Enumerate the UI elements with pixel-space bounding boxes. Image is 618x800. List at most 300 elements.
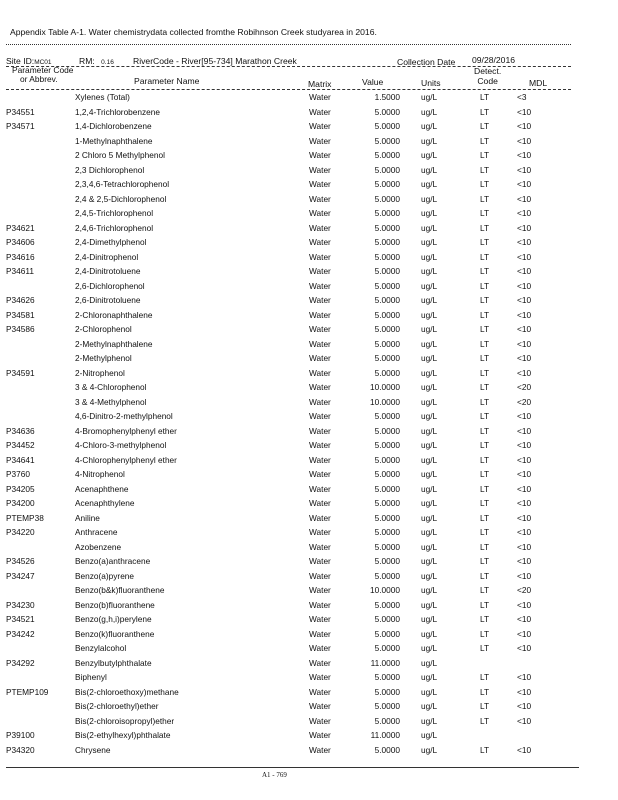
param-name-cell: 2,3 Dichlorophenol bbox=[75, 164, 145, 175]
param-code-cell: P34611 bbox=[6, 266, 34, 276]
value-cell: 5.0000 bbox=[374, 599, 400, 610]
table-row bbox=[0, 513, 618, 528]
detect-code-cell: LT bbox=[480, 92, 490, 102]
value-cell: 5.0000 bbox=[374, 512, 400, 523]
mdl-cell: <10 bbox=[517, 367, 532, 378]
value-cell: 5.0000 bbox=[374, 367, 400, 378]
detect-code-cell: LT bbox=[480, 469, 490, 479]
matrix-cell: Water bbox=[309, 121, 331, 131]
table-row bbox=[0, 484, 618, 499]
value-cell: 5.0000 bbox=[374, 541, 400, 552]
units-header: Units bbox=[421, 78, 441, 88]
value-header: Value bbox=[362, 77, 384, 87]
detect-code-cell: LT bbox=[480, 512, 490, 523]
table-row bbox=[0, 353, 618, 368]
param-name-cell: 2-Methylnaphthalene bbox=[75, 338, 153, 349]
detect-code-cell: LT bbox=[480, 179, 490, 189]
param-code-header-line2: or Abbrev. bbox=[20, 74, 58, 84]
table-row bbox=[0, 629, 618, 644]
param-name-cell: Aniline bbox=[75, 512, 100, 523]
param-name-cell: Chrysene bbox=[75, 744, 111, 755]
detect-code-cell: LT bbox=[480, 411, 490, 421]
units-cell: ug/L bbox=[421, 686, 438, 697]
value-cell: 10.0000 bbox=[370, 396, 400, 407]
site-id-label: Site ID: bbox=[6, 56, 35, 66]
detect-code-cell: LT bbox=[480, 150, 490, 160]
rm-value: 0.16 bbox=[101, 59, 114, 66]
collection-date-label: Collection Date bbox=[397, 57, 456, 67]
detect-code-cell: LT bbox=[480, 643, 490, 653]
units-cell: ug/L bbox=[421, 715, 438, 726]
units-cell: ug/L bbox=[421, 570, 438, 581]
value-cell: 5.0000 bbox=[374, 208, 400, 218]
table-row bbox=[0, 339, 618, 354]
table-row bbox=[0, 397, 618, 412]
table-row bbox=[0, 672, 618, 687]
param-name-cell: 4-Nitrophenol bbox=[75, 469, 125, 479]
mdl-cell: <10 bbox=[517, 570, 532, 581]
units-cell: ug/L bbox=[421, 193, 438, 204]
detect-code-cell: LT bbox=[480, 744, 490, 755]
matrix-cell: Water bbox=[309, 266, 331, 276]
value-cell: 10.0000 bbox=[370, 382, 400, 392]
table-row bbox=[0, 498, 618, 513]
units-cell: ug/L bbox=[421, 237, 438, 247]
param-code-cell: P34641 bbox=[6, 454, 35, 465]
detect-code-cell: LT bbox=[480, 715, 490, 726]
matrix-cell: Water bbox=[309, 512, 331, 523]
param-code-cell: P34636 bbox=[6, 425, 35, 436]
param-name-cell: 2-Methylphenol bbox=[75, 353, 132, 363]
value-cell: 5.0000 bbox=[374, 295, 400, 305]
mdl-cell: <3 bbox=[517, 92, 527, 102]
detect-code-cell: LT bbox=[480, 454, 490, 465]
param-name-cell: Biphenyl bbox=[75, 672, 107, 682]
table-row bbox=[0, 426, 618, 441]
detect-code-cell: LT bbox=[480, 338, 490, 349]
matrix-cell: Water bbox=[309, 744, 331, 755]
value-cell: 5.0000 bbox=[374, 193, 400, 204]
mdl-cell: <10 bbox=[517, 628, 532, 639]
matrix-cell: Water bbox=[309, 382, 331, 392]
matrix-cell: Water bbox=[309, 730, 331, 740]
param-name-cell: Bis(2-chloroethoxy)methane bbox=[75, 686, 179, 697]
param-code-cell: P34581 bbox=[6, 309, 35, 320]
table-row bbox=[0, 600, 618, 615]
value-cell: 5.0000 bbox=[374, 628, 400, 639]
value-cell: 11.0000 bbox=[370, 730, 400, 740]
mdl-cell: <10 bbox=[517, 715, 532, 726]
mdl-cell: <20 bbox=[517, 382, 532, 392]
matrix-cell: Water bbox=[309, 324, 331, 334]
units-cell: ug/L bbox=[421, 411, 438, 421]
param-name-cell: 2,4,5-Trichlorophenol bbox=[75, 208, 154, 218]
mdl-cell: <10 bbox=[517, 150, 532, 160]
table-row bbox=[0, 745, 618, 760]
units-cell: ug/L bbox=[421, 730, 438, 740]
matrix-cell: Water bbox=[309, 628, 331, 639]
param-code-cell: P34220 bbox=[6, 527, 35, 537]
matrix-cell: Water bbox=[309, 643, 331, 653]
detect-code-cell: LT bbox=[480, 280, 490, 291]
value-cell: 5.0000 bbox=[374, 338, 400, 349]
param-code-cell: P34200 bbox=[6, 498, 35, 508]
mdl-cell: <10 bbox=[517, 106, 532, 117]
param-name-cell: 2,4-Dimethylphenol bbox=[75, 237, 147, 247]
site-id-value: MC01 bbox=[34, 59, 52, 66]
detect-code-cell: LT bbox=[480, 701, 490, 711]
mdl-cell: <10 bbox=[517, 135, 532, 146]
mdl-cell: <10 bbox=[517, 280, 532, 291]
table-row bbox=[0, 716, 618, 731]
matrix-cell: Water bbox=[309, 309, 331, 320]
detect-code-cell: LT bbox=[480, 425, 490, 436]
table-row bbox=[0, 658, 618, 673]
detect-code-cell: LT bbox=[480, 295, 490, 305]
detect-code-cell: LT bbox=[480, 498, 490, 508]
detect-code-cell: LT bbox=[480, 353, 490, 363]
value-cell: 5.0000 bbox=[374, 454, 400, 465]
mdl-cell: <10 bbox=[517, 251, 532, 262]
table-row bbox=[0, 121, 618, 136]
matrix-cell: Water bbox=[309, 280, 331, 291]
param-code-cell: P34571 bbox=[6, 121, 35, 131]
value-cell: 5.0000 bbox=[374, 469, 400, 479]
value-cell: 5.0000 bbox=[374, 498, 400, 508]
value-cell: 5.0000 bbox=[374, 556, 400, 566]
detect-code-cell: LT bbox=[480, 614, 490, 624]
units-cell: ug/L bbox=[421, 324, 438, 334]
detect-code-cell: LT bbox=[480, 396, 490, 407]
matrix-cell: Water bbox=[309, 222, 331, 233]
units-cell: ug/L bbox=[421, 744, 438, 755]
table-row bbox=[0, 194, 618, 209]
mdl-cell: <10 bbox=[517, 744, 532, 755]
param-code-cell: P34591 bbox=[6, 367, 35, 378]
page-number: A1 - 769 bbox=[262, 771, 287, 779]
mdl-cell: <10 bbox=[517, 324, 532, 334]
param-name-cell: Bis(2-chloroethyl)ether bbox=[75, 701, 159, 711]
param-name-cell: 1-Methylnaphthalene bbox=[75, 135, 153, 146]
units-cell: ug/L bbox=[421, 121, 438, 131]
value-cell: 5.0000 bbox=[374, 280, 400, 291]
mdl-cell: <10 bbox=[517, 164, 532, 175]
param-name-cell: 3 & 4-Chlorophenol bbox=[75, 382, 147, 392]
table-row bbox=[0, 281, 618, 296]
matrix-cell: Water bbox=[309, 135, 331, 146]
matrix-cell: Water bbox=[309, 585, 331, 595]
mdl-cell: <10 bbox=[517, 208, 532, 218]
detect-code-cell: LT bbox=[480, 686, 490, 697]
mdl-cell: <10 bbox=[517, 454, 532, 465]
mdl-cell: <10 bbox=[517, 222, 532, 233]
matrix-cell: Water bbox=[309, 237, 331, 247]
param-name-cell: Anthracene bbox=[75, 527, 118, 537]
value-cell: 5.0000 bbox=[374, 106, 400, 117]
value-cell: 5.0000 bbox=[374, 686, 400, 697]
matrix-cell: Water bbox=[309, 483, 331, 494]
matrix-cell: Water bbox=[309, 179, 331, 189]
param-name-cell: 4-Chloro-3-methylphenol bbox=[75, 440, 167, 450]
units-cell: ug/L bbox=[421, 338, 438, 349]
value-cell: 5.0000 bbox=[374, 251, 400, 262]
param-code-cell: P34247 bbox=[6, 570, 35, 581]
table-row bbox=[0, 179, 618, 194]
detect-code-cell: LT bbox=[480, 367, 490, 378]
units-cell: ug/L bbox=[421, 222, 438, 233]
table-row bbox=[0, 237, 618, 252]
table-row bbox=[0, 469, 618, 484]
value-cell: 11.0000 bbox=[370, 657, 400, 668]
units-cell: ug/L bbox=[421, 541, 438, 552]
matrix-cell: Water bbox=[309, 527, 331, 537]
units-cell: ug/L bbox=[421, 106, 438, 117]
table-row bbox=[0, 527, 618, 542]
units-cell: ug/L bbox=[421, 150, 438, 160]
param-name-cell: 4-Chlorophenylphenyl ether bbox=[75, 454, 177, 465]
param-code-cell: P34242 bbox=[6, 628, 35, 639]
matrix-cell: Water bbox=[309, 164, 331, 175]
param-name-cell: Benzylalcohol bbox=[75, 643, 127, 653]
units-cell: ug/L bbox=[421, 396, 438, 407]
units-cell: ug/L bbox=[421, 483, 438, 494]
mdl-cell: <10 bbox=[517, 498, 532, 508]
detect-code-cell: LT bbox=[480, 541, 490, 552]
mdl-cell: <10 bbox=[517, 614, 532, 624]
units-cell: ug/L bbox=[421, 469, 438, 479]
param-name-cell: 2,3,4,6-Tetrachlorophenol bbox=[75, 179, 170, 189]
mdl-cell: <10 bbox=[517, 338, 532, 349]
table-row bbox=[0, 107, 618, 122]
param-code-cell: P34526 bbox=[6, 556, 35, 566]
value-cell: 5.0000 bbox=[374, 237, 400, 247]
matrix-cell: Water bbox=[309, 396, 331, 407]
units-cell: ug/L bbox=[421, 353, 438, 363]
param-code-cell: P3760 bbox=[6, 469, 30, 479]
mdl-header: MDL bbox=[529, 78, 548, 88]
table-bottom-rule bbox=[6, 767, 579, 768]
mdl-cell: <10 bbox=[517, 295, 532, 305]
param-code-cell: P34230 bbox=[6, 599, 35, 610]
table-row bbox=[0, 614, 618, 629]
mdl-cell: <10 bbox=[517, 672, 532, 682]
detect-code-cell: LT bbox=[480, 266, 490, 276]
param-name-cell: 1,4-Dichlorobenzene bbox=[75, 121, 152, 131]
param-name-cell: 1,2,4-Trichlorobenzene bbox=[75, 106, 161, 117]
mdl-cell: <10 bbox=[517, 411, 532, 421]
matrix-cell: Water bbox=[309, 672, 331, 682]
mdl-cell: <10 bbox=[517, 121, 532, 131]
param-name-cell: Benzo(g,h,i)perylene bbox=[75, 614, 152, 624]
units-cell: ug/L bbox=[421, 512, 438, 523]
detect-code-cell: LT bbox=[480, 309, 490, 320]
matrix-cell: Water bbox=[309, 454, 331, 465]
mdl-cell: <10 bbox=[517, 527, 532, 537]
detect-code-cell: LT bbox=[480, 324, 490, 334]
mdl-cell: <10 bbox=[517, 309, 532, 320]
mdl-cell: <10 bbox=[517, 599, 532, 610]
mdl-cell: <10 bbox=[517, 353, 532, 363]
matrix-cell: Water bbox=[309, 106, 331, 117]
mdl-cell: <10 bbox=[517, 483, 532, 494]
table-row bbox=[0, 455, 618, 470]
param-name-cell: 2 Chloro 5 Methylphenol bbox=[75, 150, 165, 160]
title-divider bbox=[6, 44, 571, 45]
param-name-cell: Benzo(a)anthracene bbox=[75, 556, 151, 566]
units-cell: ug/L bbox=[421, 599, 438, 610]
param-code-cell: P34626 bbox=[6, 295, 35, 305]
mdl-cell: <20 bbox=[517, 396, 532, 407]
value-cell: 5.0000 bbox=[374, 135, 400, 146]
mdl-cell: <10 bbox=[517, 512, 532, 523]
matrix-cell: Water bbox=[309, 92, 331, 102]
detect-code-cell: LT bbox=[480, 628, 490, 639]
param-name-cell: 2,4 & 2,5-Dichlorophenol bbox=[75, 193, 167, 204]
table-row bbox=[0, 324, 618, 339]
data-table bbox=[0, 92, 618, 759]
units-cell: ug/L bbox=[421, 92, 438, 102]
units-cell: ug/L bbox=[421, 179, 438, 189]
units-cell: ug/L bbox=[421, 135, 438, 146]
matrix-cell: Water bbox=[309, 338, 331, 349]
param-code-cell: P34320 bbox=[6, 744, 35, 755]
collection-date-value: 09/28/2016 bbox=[472, 55, 516, 65]
matrix-cell: Water bbox=[309, 193, 331, 204]
param-name-cell: Bis(2-chloroisopropyl)ether bbox=[75, 715, 175, 726]
value-cell: 5.0000 bbox=[374, 701, 400, 711]
detect-code-cell: LT bbox=[480, 556, 490, 566]
table-row bbox=[0, 440, 618, 455]
param-name-cell: 2-Chloronaphthalene bbox=[75, 309, 153, 320]
table-row bbox=[0, 556, 618, 571]
param-name-header: Parameter Name bbox=[134, 76, 200, 86]
table-row bbox=[0, 730, 618, 745]
value-cell: 5.0000 bbox=[374, 715, 400, 726]
table-row bbox=[0, 150, 618, 165]
matrix-cell: Water bbox=[309, 498, 331, 508]
mdl-cell: <10 bbox=[517, 541, 532, 552]
units-cell: ug/L bbox=[421, 614, 438, 624]
table-row bbox=[0, 266, 618, 281]
matrix-cell: Water bbox=[309, 425, 331, 436]
param-name-cell: Benzo(a)pyrene bbox=[75, 570, 135, 581]
units-cell: ug/L bbox=[421, 309, 438, 320]
param-name-cell: Benzo(b&k)fluoranthene bbox=[75, 585, 165, 595]
units-cell: ug/L bbox=[421, 266, 438, 276]
value-cell: 5.0000 bbox=[374, 440, 400, 450]
param-name-cell: 2-Nitrophenol bbox=[75, 367, 125, 378]
value-cell: 5.0000 bbox=[374, 353, 400, 363]
table-row bbox=[0, 310, 618, 325]
param-name-cell: 2,4,6-Trichlorophenol bbox=[75, 222, 154, 233]
value-cell: 5.0000 bbox=[374, 672, 400, 682]
param-name-cell: 4,6-Dinitro-2-methylphenol bbox=[75, 411, 173, 421]
table-row bbox=[0, 687, 618, 702]
units-cell: ug/L bbox=[421, 454, 438, 465]
detect-code-cell: LT bbox=[480, 208, 490, 218]
matrix-cell: Water bbox=[309, 251, 331, 262]
units-cell: ug/L bbox=[421, 208, 438, 218]
detect-code-cell: LT bbox=[480, 672, 490, 682]
param-name-cell: Bis(2-ethylhexyl)phthalate bbox=[75, 730, 171, 740]
detect-code-header bbox=[474, 67, 501, 86]
matrix-cell: Water bbox=[309, 701, 331, 711]
mdl-cell: <10 bbox=[517, 193, 532, 204]
detect-code-header-line2: Code bbox=[477, 75, 498, 86]
param-name-cell: Benzylbutylphthalate bbox=[75, 657, 152, 668]
param-code-cell: P34586 bbox=[6, 324, 35, 334]
units-cell: ug/L bbox=[421, 382, 438, 392]
value-cell: 5.0000 bbox=[374, 643, 400, 653]
param-name-cell: 2,4-Dinitrophenol bbox=[75, 251, 139, 262]
param-code-header-line1: Parameter Code bbox=[12, 65, 74, 75]
value-cell: 5.0000 bbox=[374, 324, 400, 334]
matrix-cell: Water bbox=[309, 686, 331, 697]
table-row bbox=[0, 701, 618, 716]
detect-code-cell: LT bbox=[480, 237, 490, 247]
header-divider bbox=[6, 89, 571, 90]
param-code-cell: P34606 bbox=[6, 237, 35, 247]
units-cell: ug/L bbox=[421, 280, 438, 291]
matrix-cell: Water bbox=[309, 541, 331, 552]
param-code-cell: P34621 bbox=[6, 222, 35, 233]
table-row bbox=[0, 295, 618, 310]
units-cell: ug/L bbox=[421, 643, 438, 653]
matrix-cell: Water bbox=[309, 440, 331, 450]
table-row bbox=[0, 223, 618, 238]
value-cell: 5.0000 bbox=[374, 570, 400, 581]
units-cell: ug/L bbox=[421, 672, 438, 682]
units-cell: ug/L bbox=[421, 440, 438, 450]
mdl-cell: <10 bbox=[517, 643, 532, 653]
detect-code-cell: LT bbox=[480, 121, 490, 131]
matrix-cell: Water bbox=[309, 469, 331, 479]
detect-code-cell: LT bbox=[480, 135, 490, 146]
value-cell: 5.0000 bbox=[374, 483, 400, 494]
mdl-cell: <10 bbox=[517, 179, 532, 189]
matrix-header: Matrix bbox=[308, 79, 332, 89]
mdl-cell: <10 bbox=[517, 425, 532, 436]
param-name-cell: Xylenes (Total) bbox=[75, 92, 130, 102]
param-name-cell: 2,6-Dinitrotoluene bbox=[75, 295, 141, 305]
units-cell: ug/L bbox=[421, 527, 438, 537]
matrix-cell: Water bbox=[309, 599, 331, 610]
mdl-cell: <10 bbox=[517, 266, 532, 276]
matrix-cell: Water bbox=[309, 150, 331, 160]
table-row bbox=[0, 643, 618, 658]
param-name-cell: 2,6-Dichlorophenol bbox=[75, 280, 145, 291]
units-cell: ug/L bbox=[421, 251, 438, 262]
matrix-cell: Water bbox=[309, 208, 331, 218]
param-name-cell: Benzo(b)fluoranthene bbox=[75, 599, 155, 610]
param-name-cell: Acenaphthylene bbox=[75, 498, 135, 508]
matrix-cell: Water bbox=[309, 556, 331, 566]
mdl-cell: <20 bbox=[517, 585, 532, 595]
table-row bbox=[0, 368, 618, 383]
value-cell: 5.0000 bbox=[374, 121, 400, 131]
units-cell: ug/L bbox=[421, 367, 438, 378]
detect-code-cell: LT bbox=[480, 440, 490, 450]
detect-code-cell: LT bbox=[480, 570, 490, 581]
value-cell: 5.0000 bbox=[374, 222, 400, 233]
units-cell: ug/L bbox=[421, 425, 438, 436]
param-name-cell: 3 & 4-Methylphenol bbox=[75, 396, 147, 407]
detect-code-cell: LT bbox=[480, 382, 490, 392]
detect-code-cell: LT bbox=[480, 251, 490, 262]
mdl-cell: <10 bbox=[517, 686, 532, 697]
value-cell: 5.0000 bbox=[374, 150, 400, 160]
river-code: RiverCode - River[95-734] Marathon Creek bbox=[133, 56, 297, 66]
